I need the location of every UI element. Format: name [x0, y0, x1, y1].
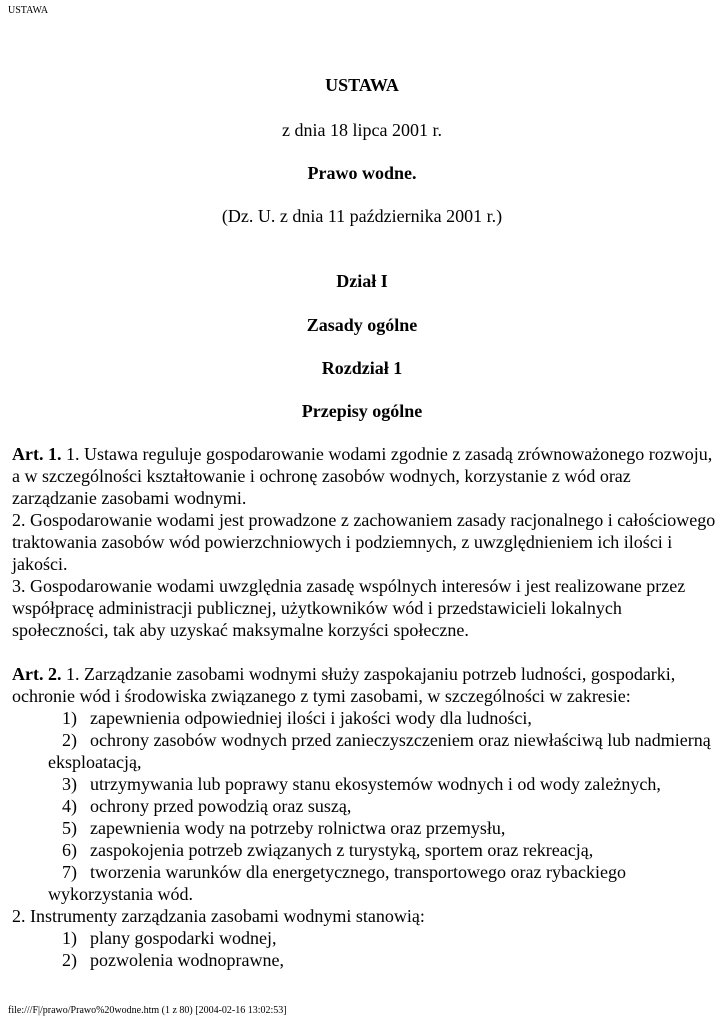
list-item: 5) zapewnienia wody na potrzeby rolnictwa oraz przemysłu,	[62, 818, 506, 838]
list-item: 6) zaspokojenia potrzeb związanych z turystyką, sportem oraz rekreacją,	[62, 840, 594, 860]
journal-reference: (Dz. U. z dnia 11 października 2001 r.)	[221, 206, 503, 226]
act-name: Prawo wodne.	[307, 163, 417, 183]
article-body	[12, 443, 720, 971]
art2-label: Art. 2.	[12, 664, 62, 684]
chapter-name: Przepisy ogólne	[301, 401, 423, 421]
division-name: Zasady ogólne	[306, 315, 418, 335]
list-item: 2) pozwolenia wodnoprawne,	[62, 950, 284, 970]
art1-label: Art. 1.	[12, 444, 62, 464]
list-item: 3) utrzymywania lub poprawy stanu ekosystemów wodnych i od wody zależnych,	[62, 774, 661, 794]
art2-para2: 2. Instrumenty zarządzania zasobami wodnymi stanowią:	[12, 906, 425, 926]
art2-para1: Art. 2. 1. Zarządzanie zasobami wodnymi służy zaspokajaniu potrzeb ludności, gospodarki, ochronie wód i środowiska związanego z tymi zasobami, w szczególności w zakresie:	[12, 664, 676, 706]
list-item: 7) tworzenia warunków dla energetycznego, transportowego oraz rybackiego wykorzystania wód.	[48, 862, 626, 904]
list-item: 4) ochrony przed powodzią oraz suszą,	[62, 796, 352, 816]
art1-para3: 3. Gospodarowanie wodami uwzględnia zasadę wspólnych interesów i jest realizowane przez współpracę administracji publicznej, użytkowników wód i przedstawicieli lokalnych społeczności, tak aby uzyskać maksymalne korzyści społeczne.	[12, 576, 686, 640]
list-item: 1) plany gospodarki wodnej,	[62, 928, 277, 948]
division-label: Dział I	[336, 271, 388, 291]
art1-para1: Art. 1. 1. Ustawa reguluje gospodarowanie wodami zgodnie z zasadą zrównoważonego rozwoju, a w szczególności kształtowanie i ochronę zasobów wodnych, korzystanie z wód oraz zarządzanie zasobami wodnymi.	[12, 444, 713, 508]
list-item: 1) zapewnienia odpowiedniej ilości i jakości wody dla ludności,	[62, 708, 532, 728]
list-item: 2) ochrony zasobów wodnych przed zanieczyszczeniem oraz niewłaściwą lub nadmierną eksploatacją,	[48, 730, 711, 772]
footer-path: file:///F|/prawo/Prawo%20wodne.htm (1 z 80) [2004-02-16 13:02:53]	[8, 1005, 287, 1016]
art1-para2: 2. Gospodarowanie wodami jest prowadzone z zachowaniem zasady racjonalnego i całościowego traktowania zasobów wód powierzchniowych i podziemnych, z uwzględnieniem ich ilości i jakości.	[12, 510, 716, 574]
running-header: USTAWA	[8, 5, 49, 16]
act-title: USTAWA	[325, 75, 399, 95]
act-date: z dnia 18 lipca 2001 r.	[282, 120, 442, 140]
chapter-label: Rozdział 1	[321, 358, 403, 378]
